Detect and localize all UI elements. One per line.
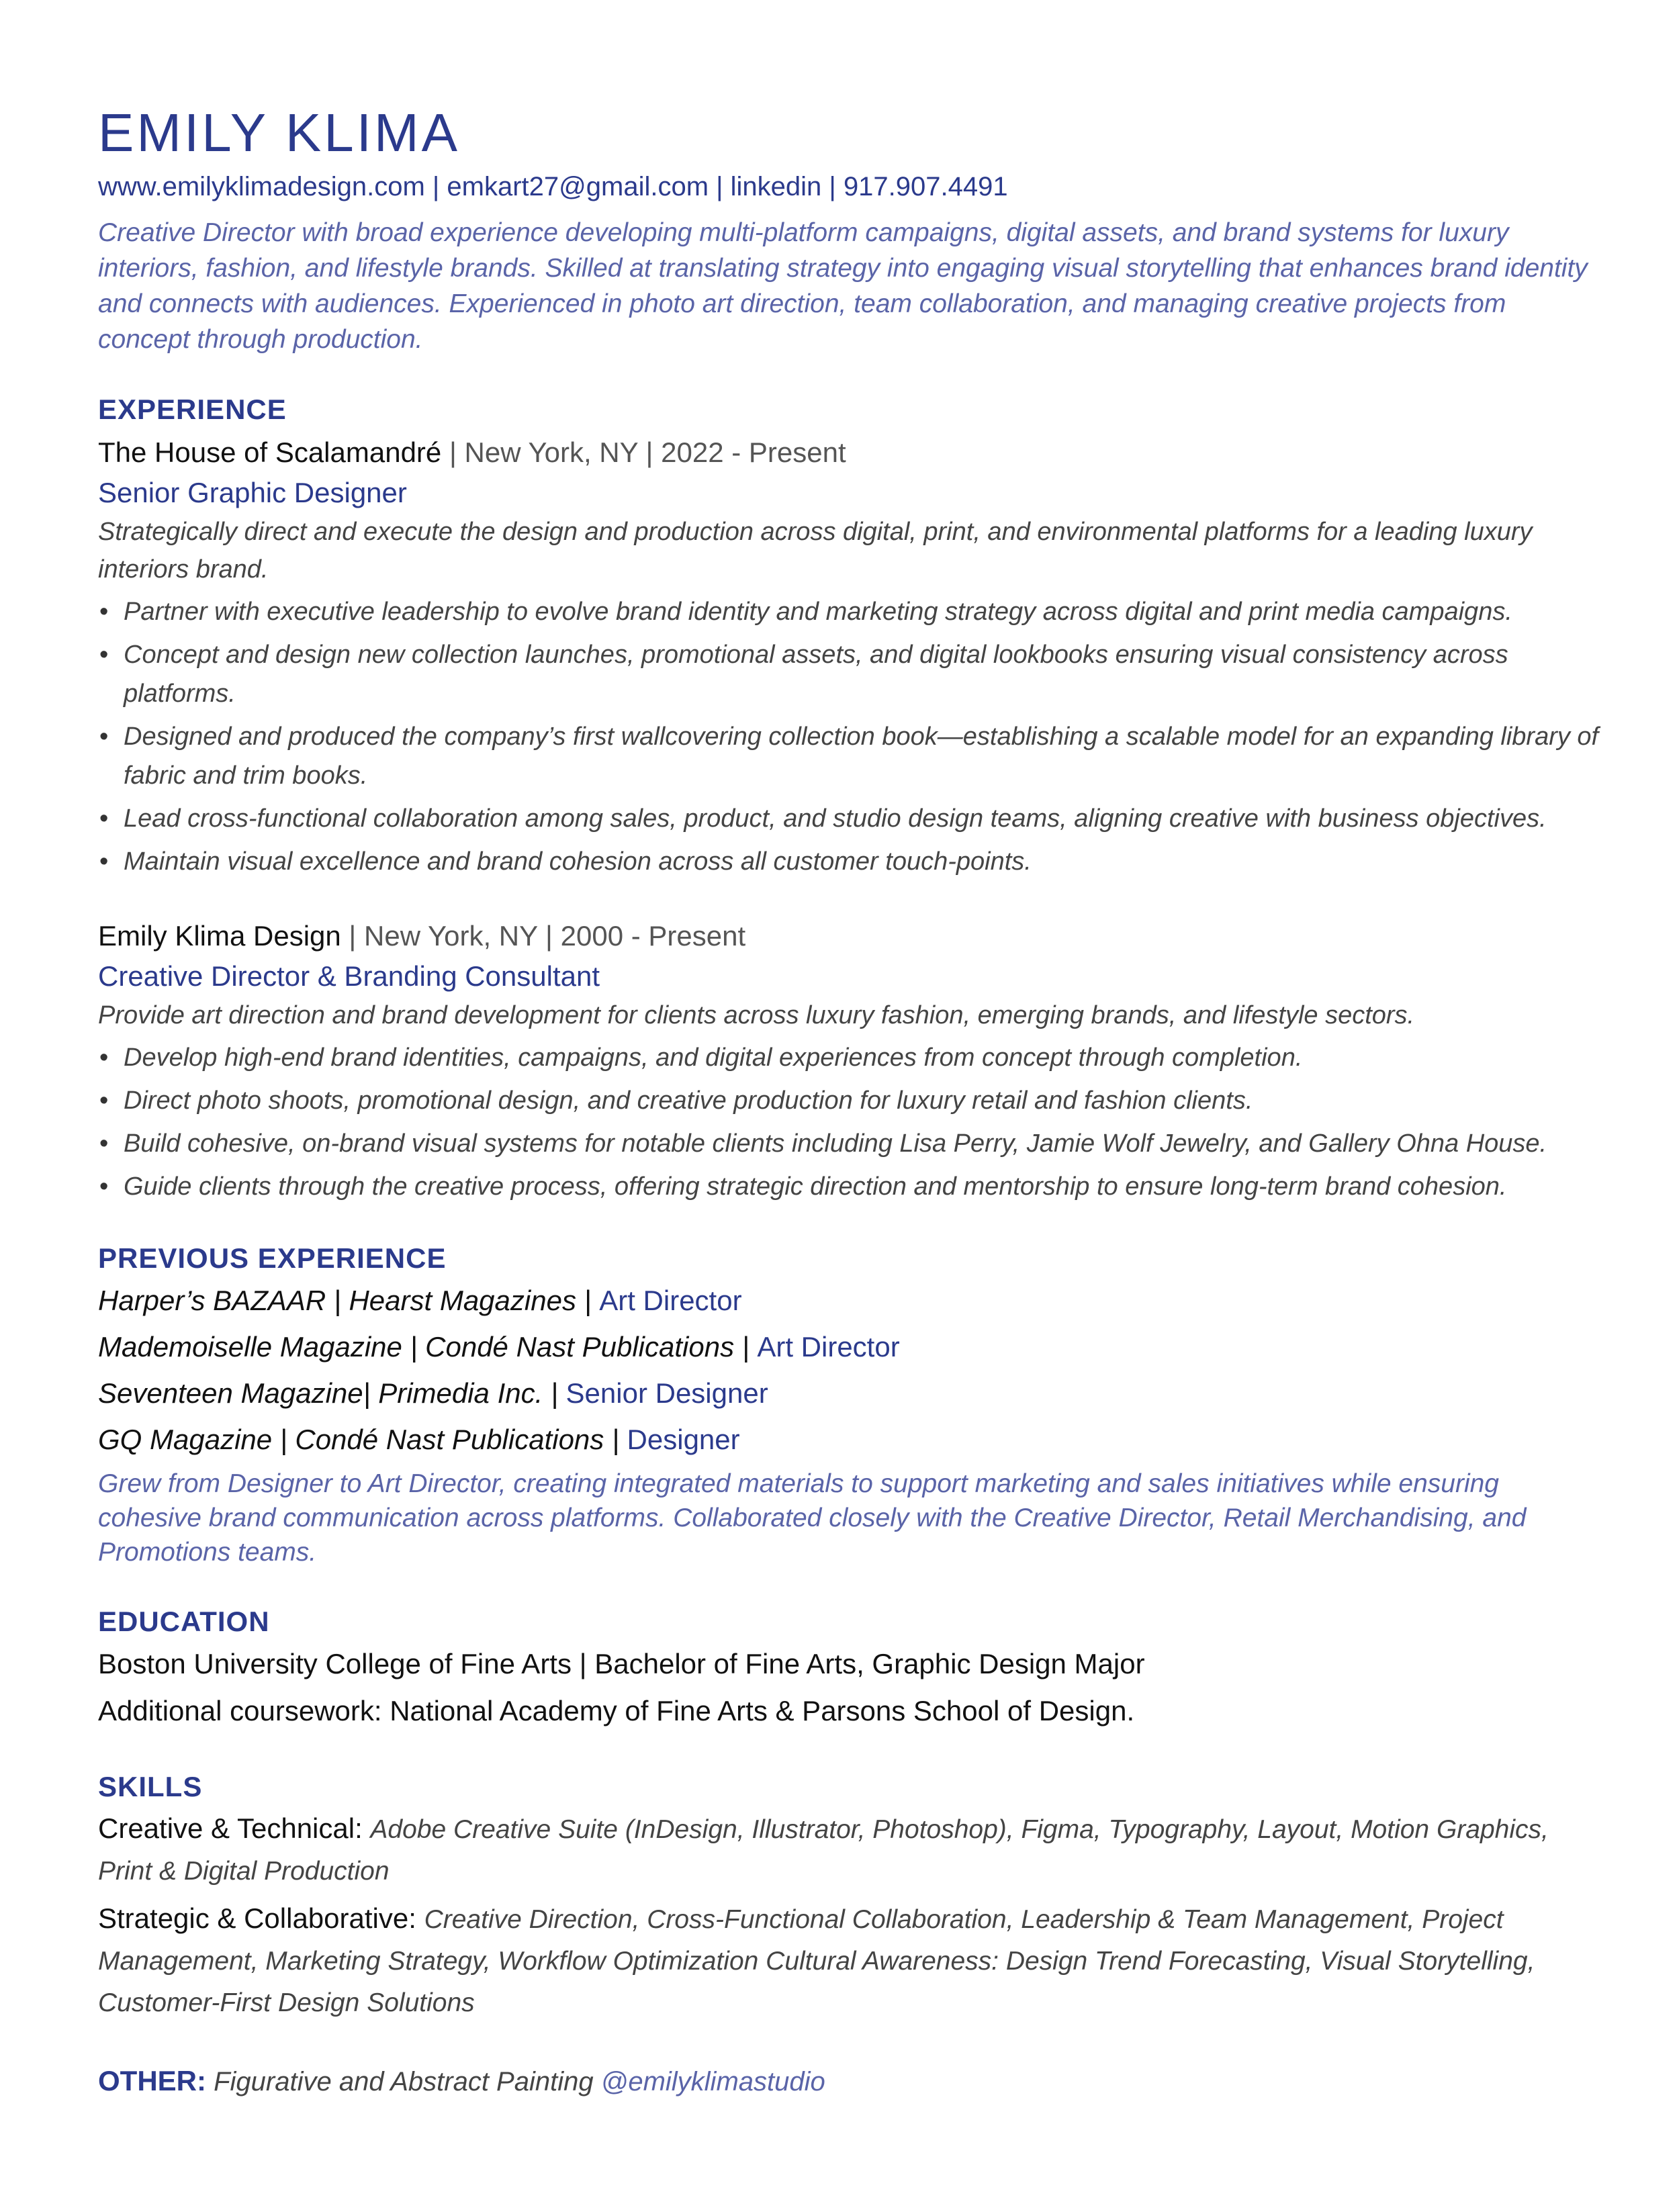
skill-label: Creative & Technical: [98, 1812, 371, 1844]
job-description: Strategically direct and execute the design and production across digital, print, and environmental platforms for a leading luxury interiors brand. [98, 518, 1533, 584]
job-description: Provide art direction and brand development for clients across luxury fashion, emerging brands, and lifestyle sectors. [98, 1001, 1415, 1029]
resume-page [98, 101, 1602, 2102]
spacer [98, 885, 1602, 912]
bullet-item: • Build cohesive, on-brand visual systems for notable clients including Lisa Perry, Jamie Wolf Jewelry, and Gallery Ohna House. [98, 1124, 1602, 1163]
bullet-item: • Designed and produced the company’s first wallcovering collection book—establishing a scalable model for an expanding library of fabric and trim books. [98, 717, 1602, 795]
job-bullets [98, 592, 1602, 881]
separator: | [709, 172, 731, 201]
job-role: Senior Graphic Designer [98, 477, 407, 508]
linkedin-link[interactable]: linkedin [730, 172, 822, 201]
job-meta: | New York, NY | 2000 - Present [341, 920, 746, 952]
skill-label: Strategic & Collaborative: [98, 1902, 424, 1934]
job-bullets [98, 1038, 1602, 1206]
bullet-item: • Partner with executive leadership to evolve brand identity and marketing strategy across digital and print media campaigns. [98, 592, 1602, 631]
previous-job-row [98, 1370, 1602, 1416]
job-header [98, 916, 1602, 956]
previous-job-publication: Harper’s BAZAAR | Hearst Magazines | [98, 1285, 600, 1316]
previous-job-role: Designer [627, 1424, 740, 1455]
previous-job-row [98, 1416, 1602, 1463]
company-name: Emily Klima Design [98, 920, 341, 952]
bullet-item: • Lead cross-functional collaboration among sales, product, and studio design teams, aligning creative with business objectives. [98, 799, 1602, 838]
separator: | [821, 172, 844, 201]
previous-job-role: Art Director [599, 1285, 742, 1316]
website-link[interactable]: www.emilyklimadesign.com [98, 172, 425, 201]
previous-experience-description: Grew from Designer to Art Director, creating integrated materials to support marketing and sales initiatives while ensuring cohesive brand communication across platforms. Collaborated closely with the Creative Director, Retail Merchandising, and Promotions teams. [98, 1469, 1527, 1567]
profile-summary: Creative Director with broad experience developing multi-platform campaigns, digital assets, and brand systems for luxury interiors, fashion, and lifestyle brands. Skilled at translating strategy into engaging visual storytelling that enhances brand identity and connects with audiences. Experienced in photo art direction, team collaboration, and managing creative projects from concept through production. [98, 218, 1588, 354]
separator: | [424, 172, 447, 201]
company-name: The House of Scalamandré [98, 436, 442, 468]
bullet-item: • Maintain visual excellence and brand cohesion across all customer touch-points. [98, 842, 1602, 881]
bullet-item: • Develop high-end brand identities, campaigns, and digital experiences from concept through completion. [98, 1038, 1602, 1077]
previous-job-row [98, 1324, 1602, 1370]
job-entry [98, 432, 1602, 881]
previous-job-role: Art Director [757, 1331, 900, 1363]
previous-job-publication: GQ Magazine | Condé Nast Publications | [98, 1424, 627, 1455]
experience-heading: EXPERIENCE [98, 394, 287, 425]
job-header [98, 432, 1602, 473]
email-link[interactable]: emkart27@gmail.com [447, 172, 709, 201]
phone-number[interactable]: 917.907.4491 [843, 172, 1008, 201]
job-meta: | New York, NY | 2022 - Present [441, 436, 846, 468]
other-label: OTHER: [98, 2065, 206, 2096]
skill-creative-technical [98, 1808, 1602, 1892]
education-line: Additional coursework: National Academy of Fine Arts & Parsons School of Design. [98, 1695, 1135, 1726]
previous-job-role: Senior Designer [565, 1377, 768, 1409]
skills-heading: SKILLS [98, 1771, 203, 1802]
candidate-name: EMILY KLIMA [98, 103, 460, 163]
other-text: Figurative and Abstract Painting [206, 2067, 601, 2096]
skill-text: Project Management, Marketing Strategy, Workflow Optimization Cultural Awareness: Design Trend Forecasting, Visual Storytelling, Customer-First Design Solutions [98, 1905, 1535, 2017]
job-role: Creative Director & Branding Consultant [98, 960, 600, 992]
bullet-item: • Concept and design new collection launches, promotional assets, and digital lookbooks ensuring visual consistency across platforms. [98, 635, 1602, 713]
skill-text: Adobe Creative Suite (InDesign, Illustrator, Photoshop), Figma, Typography, Layout, Motion Graphics, Print & Digital Production [98, 1815, 1549, 1886]
bullet-item: • Guide clients through the creative process, offering strategic direction and mentorship to ensure long-term brand cohesion. [98, 1167, 1602, 1206]
instagram-handle[interactable]: @emilyklimastudio [600, 2067, 825, 2096]
contact-line [98, 168, 1602, 205]
education-line: Boston University College of Fine Arts | Bachelor of Fine Arts, Graphic Design Major [98, 1648, 1145, 1679]
previous-job-row [98, 1277, 1602, 1324]
previous-experience-heading: PREVIOUS EXPERIENCE [98, 1242, 447, 1274]
previous-job-publication: Mademoiselle Magazine | Condé Nast Publications | [98, 1331, 758, 1363]
education-heading: EDUCATION [98, 1606, 270, 1637]
other-line [98, 2061, 1602, 2102]
job-entry [98, 916, 1602, 1206]
previous-job-publication: Seventeen Magazine| Primedia Inc. | [98, 1377, 566, 1409]
skill-text: Creative Direction, Cross-Functional Collaboration, [424, 1905, 1022, 1934]
skill-text: Leadership & Team Management, [1021, 1905, 1422, 1934]
bullet-item: • Direct photo shoots, promotional design, and creative production for luxury retail and fashion clients. [98, 1081, 1602, 1120]
skill-strategic-collaborative [98, 1898, 1602, 2023]
